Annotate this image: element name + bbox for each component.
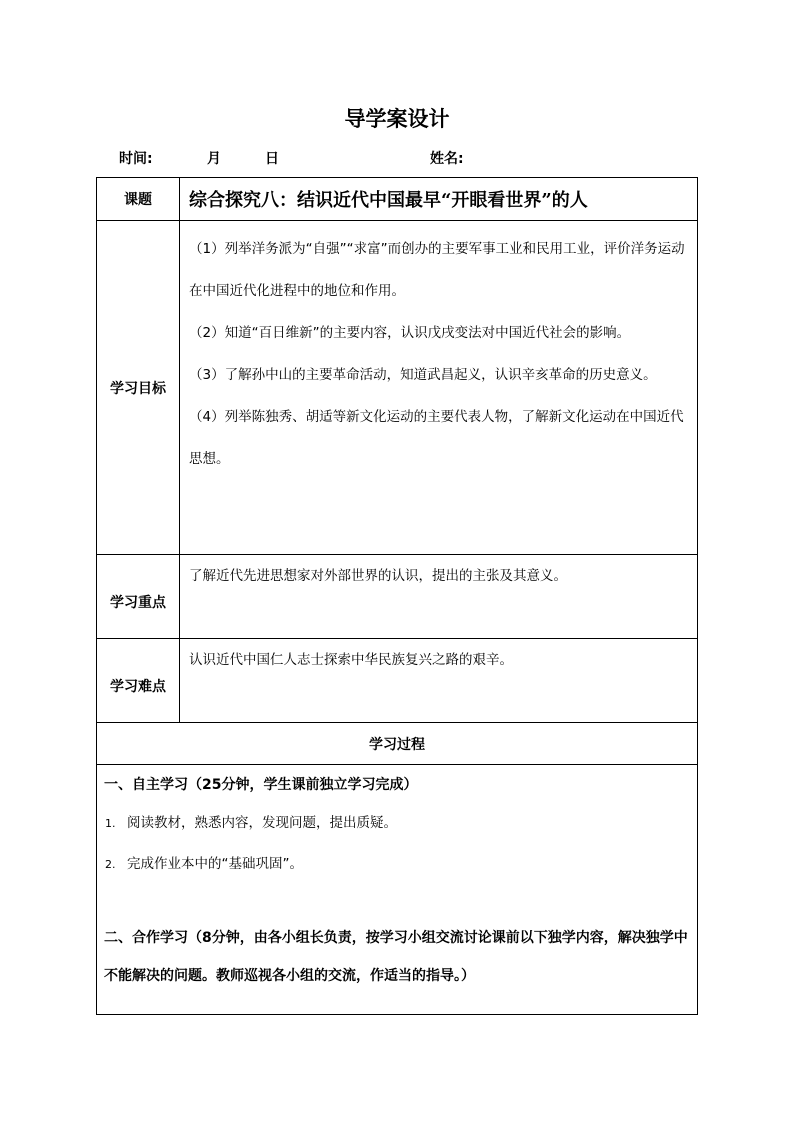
- process-row: [97, 765, 698, 1015]
- key-points-label: 学习重点: [97, 555, 180, 639]
- key-points-row: [97, 555, 698, 639]
- topic-value: 综合探究八：结识近代中国最早“开眼看世界”的人: [180, 178, 698, 221]
- key-points-cell: [180, 555, 698, 639]
- section1-title: 一、自主学习（25分钟，学生课前独立学习完成）: [104, 777, 418, 793]
- key-points-value: 了解近代先进思想家对外部世界的认识，提出的主张及其意义。: [189, 568, 567, 584]
- objectives-cell: [180, 221, 698, 555]
- objective-item: （1）列举洋务派为“自强”“求富”而创办的主要军事工业和民用工业，评价洋务运动在中国近代化进程中的地位和作用。: [189, 241, 685, 299]
- item-number: 2.: [105, 858, 116, 871]
- difficulties-cell: [180, 639, 698, 723]
- name-label: 姓名:: [430, 151, 464, 167]
- objective-item: （2）知道“百日维新”的主要内容，认识戊戌变法对中国近代社会的影响。: [189, 325, 631, 341]
- lesson-plan-table: [96, 177, 698, 1015]
- objectives-label: 学习目标: [97, 221, 180, 555]
- objective-item: （4）列举陈独秀、胡适等新文化运动的主要代表人物，了解新文化运动在中国近代思想。: [189, 409, 684, 467]
- difficulties-label: 学习难点: [97, 639, 180, 723]
- day-label: 日: [265, 151, 279, 167]
- list-item: [104, 844, 691, 885]
- item-text: 阅读教材，熟悉内容，发现问题，提出质疑。: [127, 815, 397, 831]
- topic-label: 课题: [97, 178, 180, 221]
- page-title: 导学案设计: [344, 106, 450, 131]
- process-heading-row: [97, 723, 698, 765]
- month-label: 月: [207, 151, 221, 167]
- objective-item: （3）了解孙中山的主要革命活动，知道武昌起义，认识辛亥革命的历史意义。: [189, 367, 657, 383]
- topic-row: [97, 178, 698, 221]
- section2-title: 二、合作学习（8分钟，由各小组长负责，按学习小组交流讨论课前以下独学内容，解决独学中不能解决的问题。教师巡视各小组的交流，作适当的指导。）: [104, 930, 688, 984]
- difficulties-value: 认识近代中国仁人志士探索中华民族复兴之路的艰辛。: [189, 652, 513, 668]
- item-text: 完成作业本中的“基础巩固”。: [127, 856, 303, 872]
- process-heading: 学习过程: [97, 723, 698, 765]
- time-label: 时间:: [119, 151, 153, 167]
- difficulties-row: [97, 639, 698, 723]
- objectives-row: [97, 221, 698, 555]
- process-cell: [97, 765, 698, 1015]
- item-number: 1.: [105, 817, 116, 830]
- list-item: [104, 803, 691, 844]
